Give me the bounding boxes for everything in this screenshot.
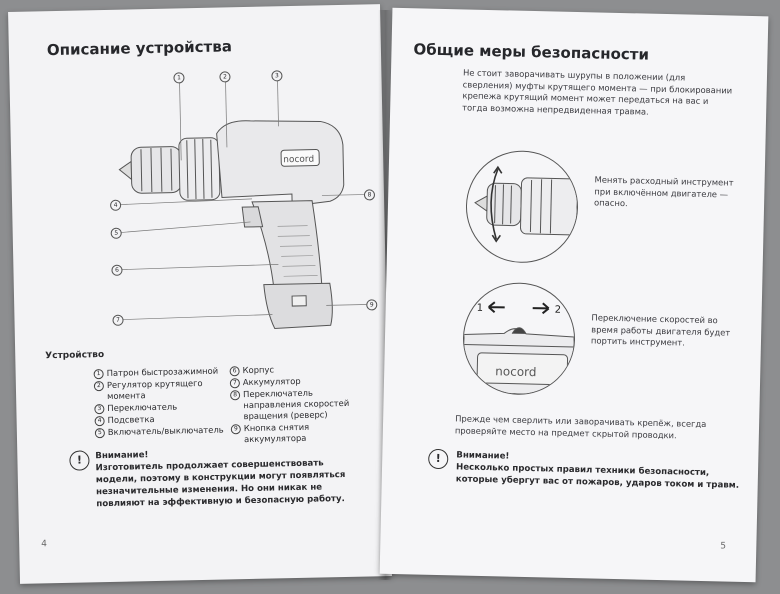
parts-list-right <box>230 362 372 446</box>
warning-title: Внимание! <box>456 450 510 462</box>
speed-switch-illustration <box>462 282 577 397</box>
list-item: 1 Патрон быстрозажимной <box>94 365 234 379</box>
list-item: 6 Корпус <box>230 362 370 376</box>
illustration2-caption: Переключение скоростей во время работы двигателя будет портить инструмент. <box>590 312 731 348</box>
list-item: 2 Регулятор крутящего момента <box>94 377 234 402</box>
callout-6: 6 <box>111 265 122 276</box>
callout-4: 4 <box>110 200 121 211</box>
section-heading: Устройство <box>45 350 105 362</box>
callout-8: 8 <box>364 189 375 200</box>
callout-5: 5 <box>111 228 122 239</box>
callout-3: 3 <box>271 70 282 81</box>
callout-2: 2 <box>219 71 230 82</box>
speed-label-1: 1 <box>476 302 484 314</box>
list-item: 7 Аккумулятор <box>230 374 370 388</box>
chuck-illustration <box>465 150 580 265</box>
list-item: 3 Переключатель <box>94 400 234 414</box>
list-item: 4 Подсветка <box>95 412 235 426</box>
parts-list-left <box>94 365 235 439</box>
drill-diagram <box>89 64 385 350</box>
list-item: 5 Включатель/выключатель <box>95 424 235 438</box>
warning-text: Изготовитель продолжает совершенствовать модели, поэтому в конструкции могут появляться незначительные изменения. Но они никак не повлияют на эффективную и безопасную работу. <box>95 458 346 510</box>
list-item: 8 Переключатель направления скоростей вращения (реверс) <box>230 386 371 422</box>
page-number: 5 <box>720 541 727 552</box>
left-page <box>8 4 392 584</box>
warning-block <box>456 449 747 492</box>
hidden-wiring-note: Прежде чем сверлить или заворачивать крепёж, всегда проверяйте место на предмет скрытой проводки. <box>454 413 707 440</box>
right-page <box>380 8 769 582</box>
list-item: 9 Кнопка снятия аккумулятора <box>231 420 371 445</box>
page-number: 4 <box>41 539 48 550</box>
speed-label-2: 2 <box>554 304 562 316</box>
callout-1: 1 <box>173 72 184 83</box>
warning-block <box>95 445 366 511</box>
intro-text: Не стоит заворачивать шурупы в положении (для сверления) муфты крутящего момента — при блокировании крепежа крутящий момент может передаться на вас и тогда возможна непредвиденная травма. <box>462 67 733 117</box>
warning-icon: ! <box>69 450 89 470</box>
warning-icon: ! <box>428 449 448 469</box>
callout-9: 9 <box>366 299 377 310</box>
warning-title: Внимание! <box>95 450 149 462</box>
illustration1-caption: Менять расходный инструмент при включённом двигателе — опасно. <box>593 174 734 209</box>
tool-brand-label: nocord <box>283 154 315 166</box>
callout-7: 7 <box>112 315 123 326</box>
page-title: Описание устройства <box>46 37 233 60</box>
warning-text: Несколько простых правил техники безопасности, которые убергут вас от пожаров, ударов током и травм. <box>455 462 740 491</box>
tool-brand-label: nocord <box>495 364 537 380</box>
page-title: Общие меры безопасности <box>413 40 650 64</box>
